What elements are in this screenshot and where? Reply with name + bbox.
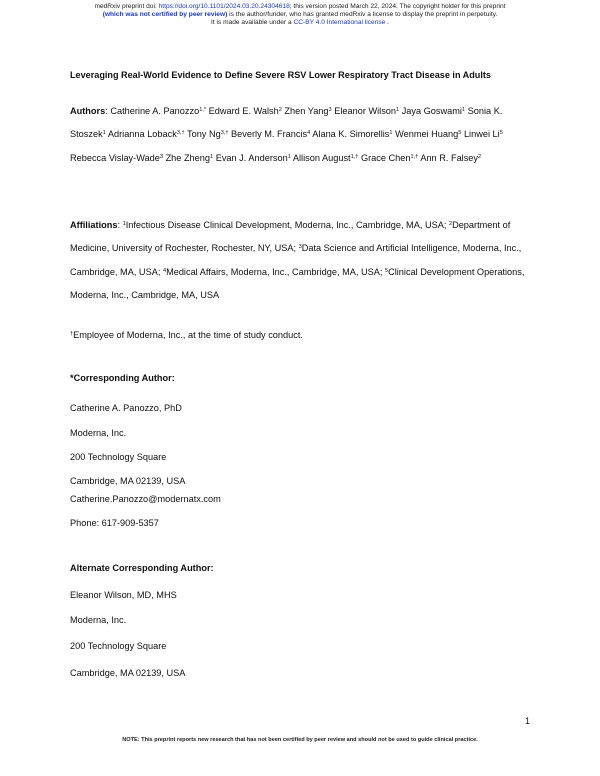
author-name: Adrianna Loback <box>107 129 177 140</box>
author-affiliation-mark: 1 <box>210 153 214 160</box>
author-name: Zhen Yang <box>284 106 329 116</box>
author-affiliation-mark: 1 <box>389 130 393 137</box>
author-affiliation-mark: 3 <box>328 107 332 113</box>
affiliations-block: Affiliations: $^1$Infectious Disease Clinical Development, Moderna, Inc., Cambridge, MA, USA; $^2$Department of Medicine, University of Rochester, Rochester, NY, USA; $^3$Data Science and Artificial Intelligence, Moderna, Inc., Cambridge, MA, USA; $^4$Medical Affairs, Moderna, Inc., Cambridge, MA, USA; $^5$Clinical Development Operations, Moderna, Inc., Cambridge, MA, USA <box>70 220 525 300</box>
affiliation-number: 1 <box>122 221 126 227</box>
contact-organization: Moderna, Inc. <box>70 428 127 438</box>
author-name: Eleanor Wilson <box>334 106 397 116</box>
author-affiliation-mark: 5 <box>458 130 462 137</box>
author <box>402 106 465 116</box>
author <box>334 106 399 116</box>
author <box>108 129 185 139</box>
affiliation-text: Clinical Development Operations, Moderna, Inc., Cambridge, MA, USA <box>70 266 525 300</box>
author <box>464 129 503 139</box>
author-affiliation-mark: 2 <box>478 153 482 160</box>
author <box>361 153 418 163</box>
contact-street: 200 Technology Square <box>70 452 167 462</box>
affiliations-label: Affiliations <box>70 220 118 230</box>
authors-block: Authors: Catherine A. Panozzo$^{1,*}$ Edward E. Walsh$^2$ Zhen Yang$^3$ Eleanor Wilson$^1$ Jaya Goswami$^1$ Sonia K. Stoszek$^1$ Adrianna Loback$^{3,\dagger}$ Tony $Ng^{3,\dagger}$ Beverly M. Francis$^4$ Alana K. Simorellis$^1$ Wenmei Huang$^5$ Linwei Li$^5$ Rebecca Vislay-Wade$^3$ Zhe Zheng$^1$ Evan J. Anderson$^1$ Allison August$^{1,\dagger}$ Grace Chen$^{1,\dagger}$ Ann R. Falsey$^2$ <box>70 106 503 163</box>
authors-label: Authors <box>70 106 106 116</box>
author <box>395 129 461 139</box>
author-affiliation-mark: 3 <box>159 153 163 160</box>
affiliation-number: 4 <box>162 267 167 274</box>
author <box>293 153 359 163</box>
author-name: Sonia K. Stoszek <box>70 106 503 140</box>
author <box>284 106 331 116</box>
author-affiliation-mark: 5 <box>499 130 503 137</box>
author-name: Catherine A. Panozzo <box>110 106 200 116</box>
affiliation-text: Medical Affairs, Moderna, Inc., Cambridge, MA, USA; <box>166 266 385 277</box>
preprint-header-line-1: medRxiv preprint doi: https://doi.org/10.1101/2024.03.20.24304618; this version posted March 22, 2024. The copyright holder for this preprint <box>94 3 506 10</box>
author <box>231 129 310 139</box>
employee-note: †Employee of Moderna, Inc., at the time of study conduct. <box>70 330 303 340</box>
author <box>70 153 163 163</box>
paper-title: Leveraging Real-World Evidence to Define Severe RSV Lower Respiratory Tract Disease in Adults <box>70 70 491 80</box>
author <box>110 106 206 116</box>
author-name: Alana K. Simorellis <box>312 129 390 140</box>
license-link[interactable]: CC-BY 4.0 International license <box>293 19 386 26</box>
author-name: Wenmei Huang <box>395 129 459 140</box>
preprint-header-line-3: It is made available under a CC-BY 4.0 International license . <box>210 19 390 26</box>
contact-street: 200 Technology Square <box>70 641 167 651</box>
alternate-author-heading: Alternate Corresponding Author: <box>70 563 214 573</box>
author <box>312 129 392 139</box>
author <box>420 153 481 163</box>
author <box>216 153 291 163</box>
affiliation-text: Department of Medicine, University of Rochester, Rochester, NY, USA; <box>70 220 511 254</box>
author-name: Beverly M. Francis <box>231 129 308 140</box>
preprint-header-line-2: (which was not certified by peer review) is the author/funder, who has granted medRxiv a license to display the preprint in perpetuity. <box>102 11 498 18</box>
contact-name: Catherine A. Panozzo, PhD <box>70 403 182 413</box>
doi-link[interactable]: https://doi.org/10.1101/2024.03.20.24304618 <box>158 3 290 10</box>
author-affiliation-mark: 3,† <box>220 130 229 137</box>
author-affiliation-mark: 1 <box>396 107 400 113</box>
page-number: 1 <box>524 716 530 726</box>
author-affiliation-mark: 4 <box>307 130 311 137</box>
author <box>187 129 228 139</box>
author <box>166 153 214 163</box>
author-affiliation-mark: 1,* <box>199 107 207 113</box>
author-affiliation-mark: 1,† <box>350 153 359 160</box>
author-list <box>70 106 503 163</box>
author-name: Ann R. Falsey <box>420 152 479 163</box>
contact-phone: Phone: 617-909-5357 <box>70 518 159 528</box>
author-affiliation-mark: 1 <box>287 153 291 160</box>
author-affiliation-mark: 1,† <box>410 153 419 160</box>
affiliation-number: 2 <box>448 221 453 227</box>
author-affiliation-mark: 1 <box>102 130 106 137</box>
author-name: Grace Chen <box>360 152 411 163</box>
affiliation-number: 5 <box>384 267 389 274</box>
author <box>209 106 282 116</box>
footer-note: NOTE: This preprint reports new research that has not been certified by peer review and should not be used to guide clinical practice. <box>122 737 478 743</box>
author-name: Edward E. Walsh <box>208 106 279 116</box>
affiliation-text: Infectious Disease Clinical Development, Moderna, Inc., Cambridge, MA, USA; <box>125 220 449 230</box>
contact-email[interactable]: Catherine.Panozzo@modernatx.com <box>70 494 221 504</box>
corresponding-author-heading: *Corresponding Author: <box>70 373 175 383</box>
affiliation-list <box>70 220 524 300</box>
author-affiliation-mark: 3,† <box>176 130 185 137</box>
author-name: Jaya Goswami <box>401 106 462 116</box>
author-name: Zhe Zheng <box>165 152 210 163</box>
contact-organization: Moderna, Inc. <box>70 615 127 625</box>
author-affiliation-mark: 1 <box>461 107 466 113</box>
contact-city: Cambridge, MA 02139, USA <box>70 668 186 678</box>
contact-name: Eleanor Wilson, MD, MHS <box>70 590 177 600</box>
affiliation-text: Data Science and Artificial Intelligence, Moderna, Inc., Cambridge, MA, USA; <box>70 243 522 277</box>
contact-city: Cambridge, MA 02139, USA <box>70 476 186 486</box>
author-name: Rebecca Vislay-Wade <box>70 152 160 163</box>
author-name: Allison August <box>292 152 351 163</box>
author-name: Linwei Li <box>463 129 500 140</box>
author-affiliation-mark: 2 <box>278 107 282 113</box>
author-name: Tony Ng <box>187 129 221 140</box>
author-name: Evan J. Anderson <box>215 152 288 163</box>
affiliation-number: 3 <box>298 244 302 251</box>
